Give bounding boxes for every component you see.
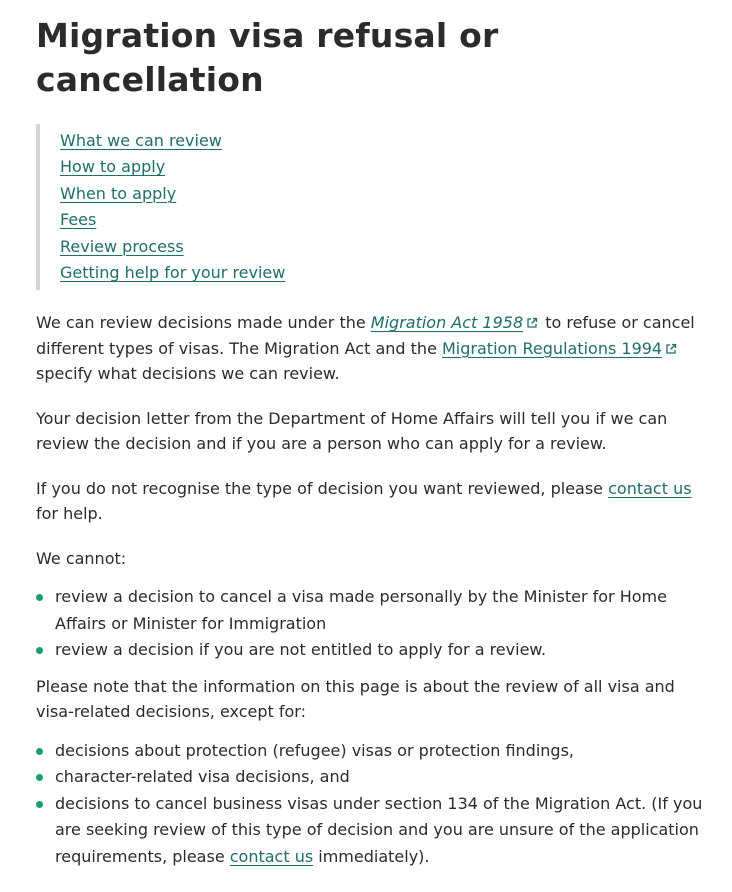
list-item-text: character-related visa decisions, and [55,767,350,786]
intro-text-3: specify what decisions we can review. [36,364,340,383]
decision-letter-paragraph: Your decision letter from the Department of Home Affairs will tell you if we can review the decision and if you are a person who can apply for a review. [36,408,668,453]
toc-link-what-we-can-review[interactable]: What we can review [60,131,222,150]
bullet-dot-icon [36,774,43,781]
intro-text-2: to refuse or cancel different types of visas. The Migration Act and the [36,313,695,358]
bullet-dot-icon [36,801,43,808]
note-paragraph: Please note that the information on this page is about the review of all visa and visa-related decisions, except for: [36,676,675,721]
toc-link-fees[interactable]: Fees [60,210,97,230]
intro-paragraph [36,310,706,387]
list-item-text: review a decision if you are not entitled to apply for a review. [55,640,547,659]
toc-link-when-to-apply[interactable]: When to apply [60,183,177,203]
toc-link-how-to-apply[interactable]: How to apply [60,157,166,177]
list-item [36,738,706,765]
recognise-text-2: for help. [36,504,103,523]
recognise-paragraph [36,476,706,527]
list-item [36,584,706,637]
list-item-text: decisions about protection (refugee) visas or protection findings, [55,740,574,760]
migration-regulations-link[interactable]: Migration Regulations 1994 [442,338,663,358]
list-item-text: immediately). [313,846,430,866]
page-header [36,14,706,290]
main-content [36,310,706,880]
recognise-text-1: If you do not recognise the type of decision you want reviewed, please [36,478,609,498]
contact-us-link[interactable]: contact us [608,478,692,498]
toc-link-getting-help[interactable]: Getting help for your review [60,263,286,283]
toc-link-review-process[interactable]: Review process [60,236,184,256]
contact-us-link[interactable]: contact us [229,846,314,866]
list-item [36,791,706,871]
migration-act-link[interactable]: Migration Act 1958 [370,313,524,332]
intro-text-1: We can review decisions made under the [36,313,371,332]
list-item [36,637,706,664]
bullet-dot-icon [36,647,43,654]
bullet-dot-icon [36,748,43,755]
external-link-icon [665,343,677,355]
cannot-heading: We cannot: [36,548,127,568]
page-title: Migration visa refusal or cancellation [36,16,499,99]
list-item-text: review a decision to cancel a visa made personally by the Minister for Home Affairs or Minister for Immigration [55,587,667,633]
table-of-contents [36,124,706,290]
exceptions-list [36,738,706,871]
list-item-text: decisions to cancel business visas under section 134 of the Migration Act. (If you are seeking review of this type of decision and you are unsure of the application requirements, please [55,793,703,866]
external-link-icon [526,317,538,329]
bullet-dot-icon [36,594,43,601]
cannot-list [36,584,706,664]
list-item [36,764,706,791]
